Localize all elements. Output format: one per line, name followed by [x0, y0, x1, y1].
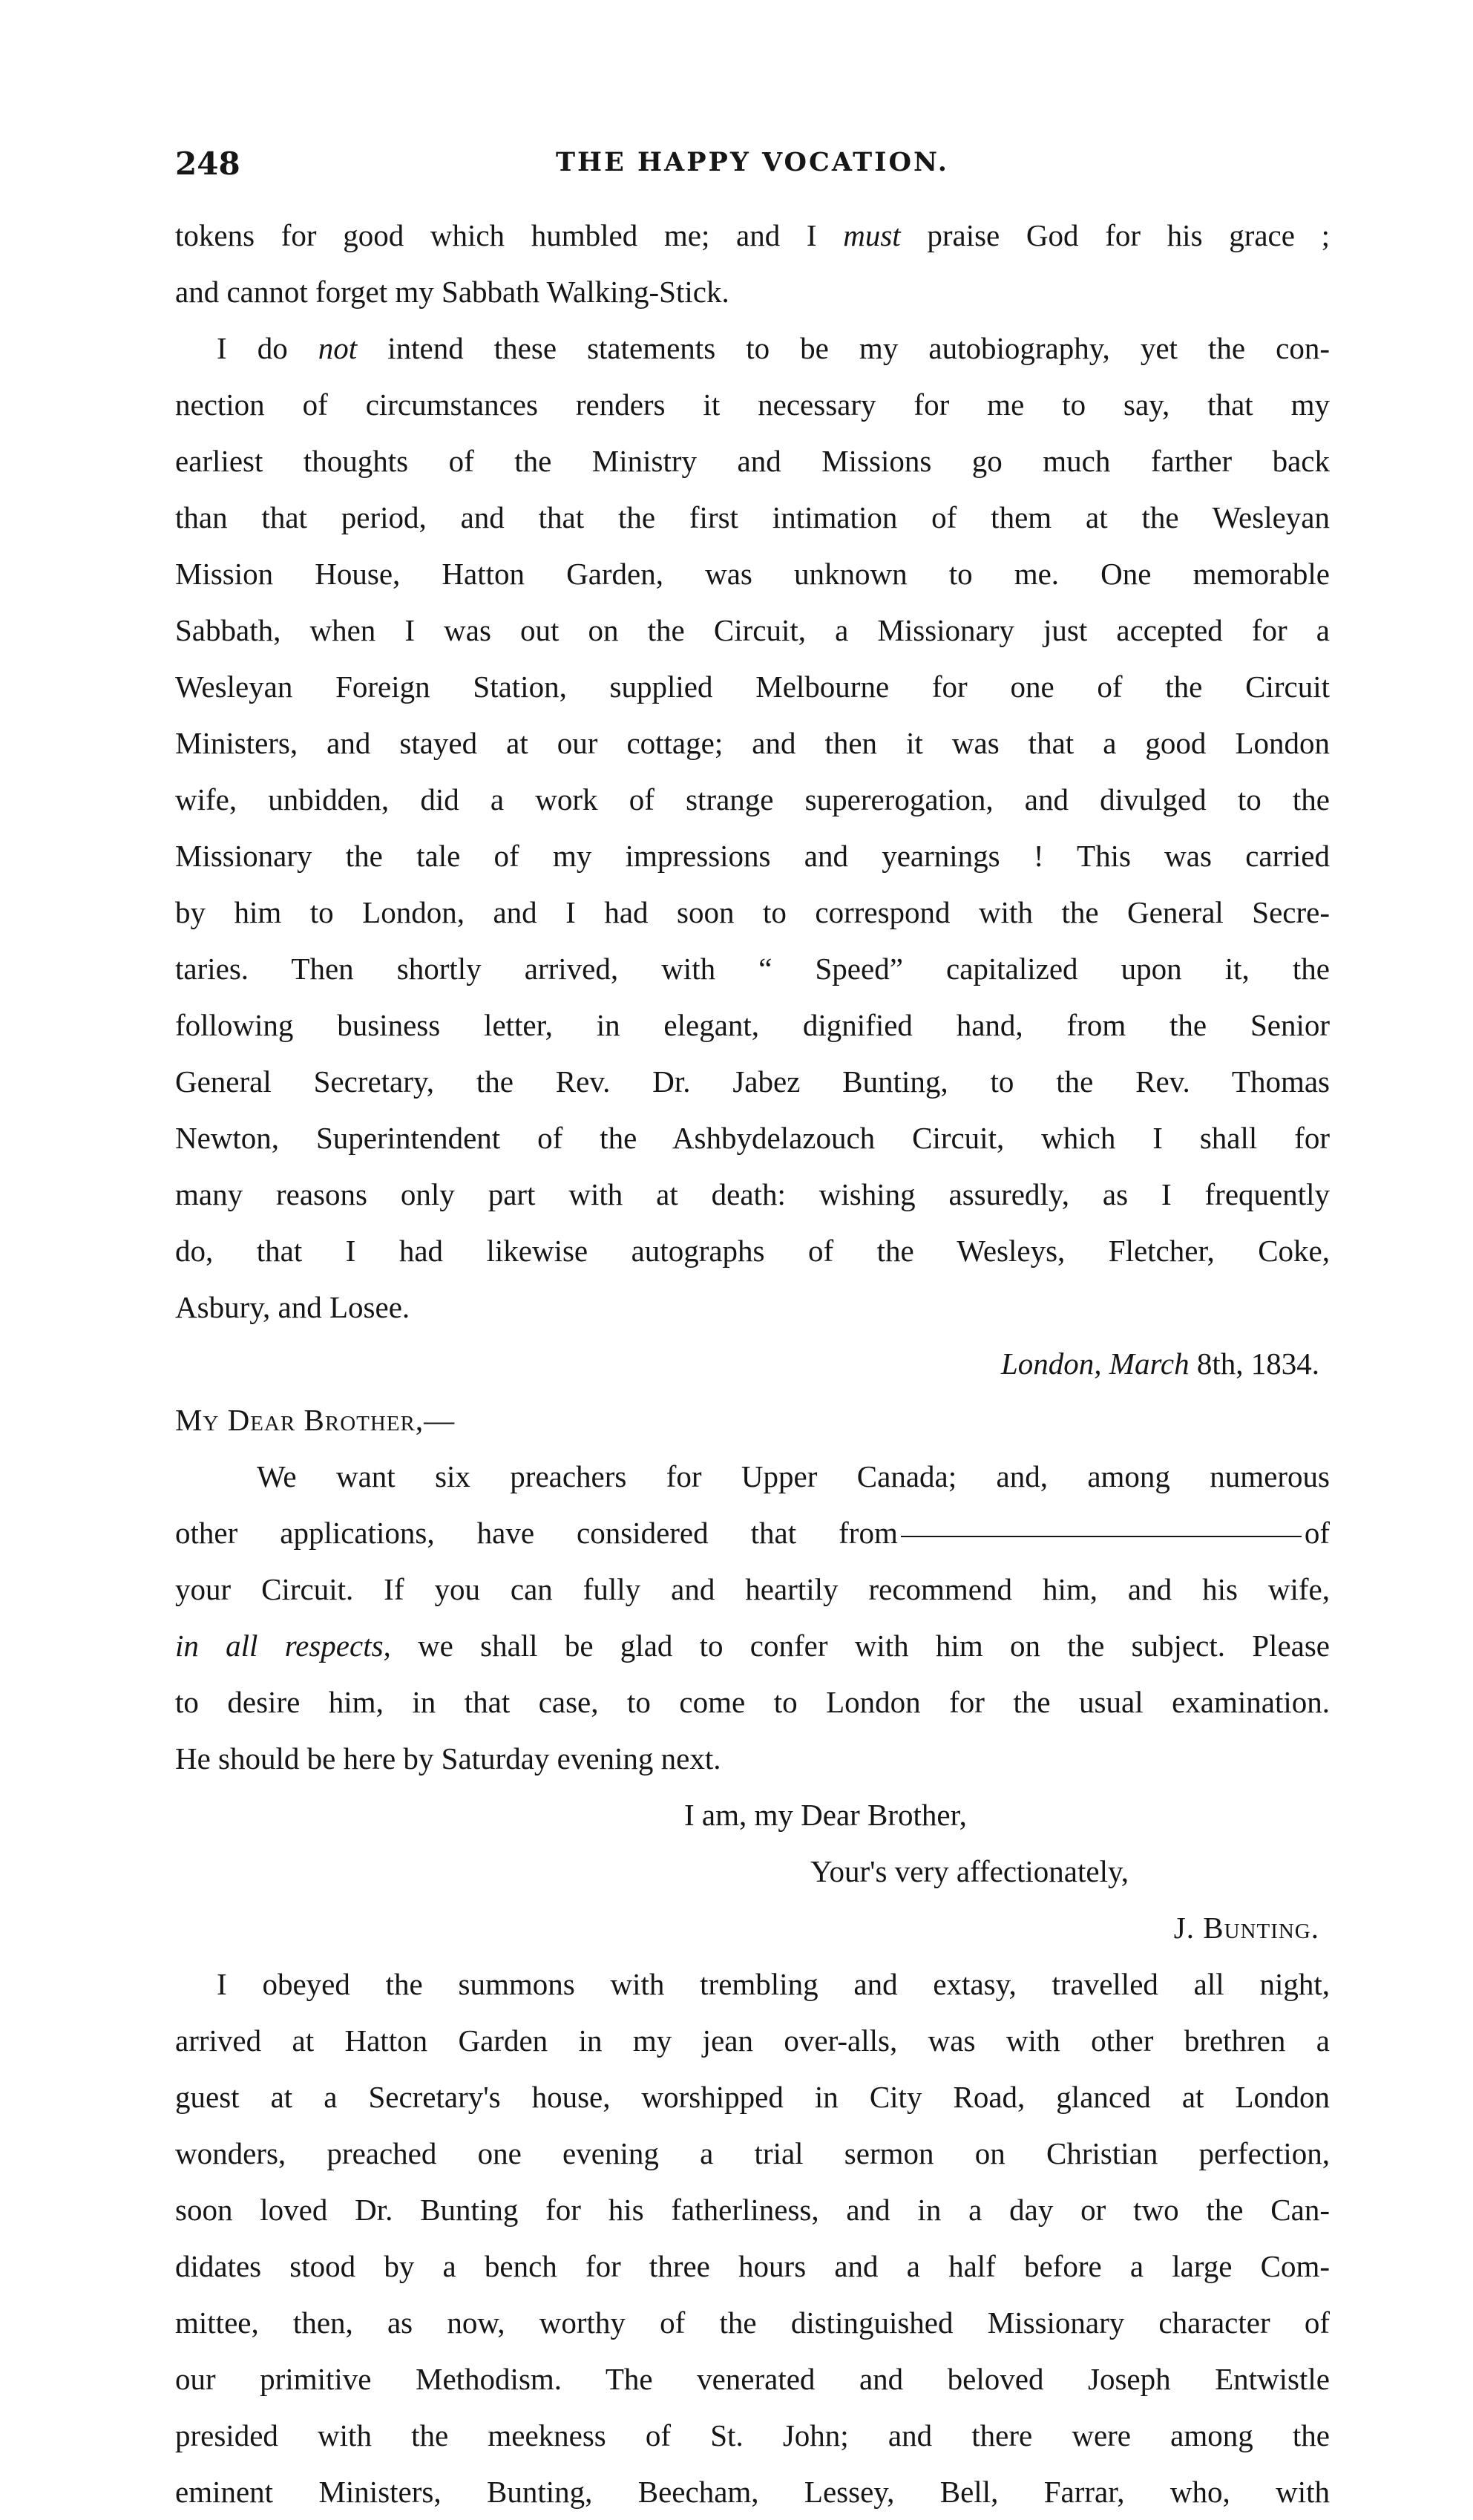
- text-line: by him to London, and I had soon to correspond with the General Secre-: [175, 895, 1330, 929]
- text-line: nection of circumstances renders it necessary for me to say, that my: [175, 387, 1330, 422]
- text-line: I obeyed the summons with trembling and extasy, travelled all night,: [217, 1967, 1330, 2001]
- letter-line: to desire him, in that case, to come to London for the usual examination.: [175, 1685, 1330, 1719]
- letter-date: London, March 8th, 1834.: [1001, 1346, 1319, 1381]
- letter-closing: Your's very affectionately,: [810, 1854, 1129, 1888]
- text-line: General Secretary, the Rev. Dr. Jabez Bunting, to the Rev. Thomas: [175, 1064, 1330, 1099]
- text-line: do, that I had likewise autographs of the Wesleys, Fletcher, Coke,: [175, 1234, 1330, 1268]
- letter-closing: I am, my Dear Brother,: [684, 1798, 967, 1832]
- text-line: didates stood by a bench for three hours and a half before a large Com-: [175, 2249, 1330, 2283]
- text-line: soon loved Dr. Bunting for his fatherliness, and in a day or two the Can-: [175, 2193, 1330, 2227]
- text-line: Newton, Superintendent of the Ashbydelazouch Circuit, which I shall for: [175, 1121, 1330, 1155]
- text-line: Missionary the tale of my impressions and yearnings ! This was carried: [175, 839, 1330, 873]
- letter-line: other applications, have considered that from of: [175, 1516, 1330, 1550]
- text-line: Ministers, and stayed at our cottage; and then it was that a good London: [175, 726, 1330, 760]
- text-line: and cannot forget my Sabbath Walking-Stick.: [175, 275, 729, 309]
- text-line: following business letter, in elegant, dignified hand, from the Senior: [175, 1008, 1330, 1042]
- text-line: arrived at Hatton Garden in my jean over-alls, was with other brethren a: [175, 2023, 1330, 2058]
- letter-line: in all respects, we shall be glad to confer with him on the subject. Please: [175, 1629, 1330, 1663]
- letter-line: We want six preachers for Upper Canada; and, among numerous: [257, 1459, 1330, 1493]
- text-line: Wesleyan Foreign Station, supplied Melbourne for one of the Circuit: [175, 670, 1330, 704]
- letter-line: He should be here by Saturday evening next.: [175, 1741, 721, 1776]
- text-line: wife, unbidden, did a work of strange supererogation, and divulged to the: [175, 782, 1330, 816]
- page-header: [175, 145, 1330, 190]
- omitted-name-dash: [901, 1536, 1302, 1537]
- text-line: mittee, then, as now, worthy of the distinguished Missionary character of: [175, 2305, 1330, 2340]
- text-line: than that period, and that the first intimation of them at the Wesleyan: [175, 500, 1330, 534]
- letter-signature: J. Bunting.: [1173, 1911, 1319, 1945]
- text-line: Sabbath, when I was out on the Circuit, a Missionary just accepted for a: [175, 613, 1330, 647]
- text-line: many reasons only part with at death: wishing assuredly, as I frequently: [175, 1177, 1330, 1211]
- running-title: THE HAPPY VOCATION.: [556, 147, 949, 177]
- text-line: Mission House, Hatton Garden, was unknown to me. One memorable: [175, 557, 1330, 591]
- letter-salutation: My Dear Brother,—: [175, 1403, 456, 1437]
- page-body: [175, 207, 1330, 2520]
- page-number: 248: [175, 145, 240, 182]
- text-line: eminent Ministers, Bunting, Beecham, Lessey, Bell, Farrar, who, with: [175, 2475, 1330, 2509]
- text-line: earliest thoughts of the Ministry and Missions go much farther back: [175, 444, 1330, 478]
- text-line: taries. Then shortly arrived, with “ Speed” capitalized upon it, the: [175, 952, 1330, 986]
- text-line: I do not intend these statements to be my autobiography, yet the con-: [217, 331, 1330, 365]
- text-line: tokens for good which humbled me; and I must praise God for his grace ;: [175, 218, 1330, 252]
- text-line: presided with the meekness of St. John; and there were among the: [175, 2418, 1330, 2452]
- text-line: Asbury, and Losee.: [175, 1290, 410, 1324]
- text-line: wonders, preached one evening a trial sermon on Christian perfection,: [175, 2136, 1330, 2170]
- text-line: guest at a Secretary's house, worshipped in City Road, glanced at London: [175, 2080, 1330, 2114]
- text-line: our primitive Methodism. The venerated and beloved Joseph Entwistle: [175, 2362, 1330, 2396]
- letter-line: your Circuit. If you can fully and heartily recommend him, and his wife,: [175, 1572, 1330, 1606]
